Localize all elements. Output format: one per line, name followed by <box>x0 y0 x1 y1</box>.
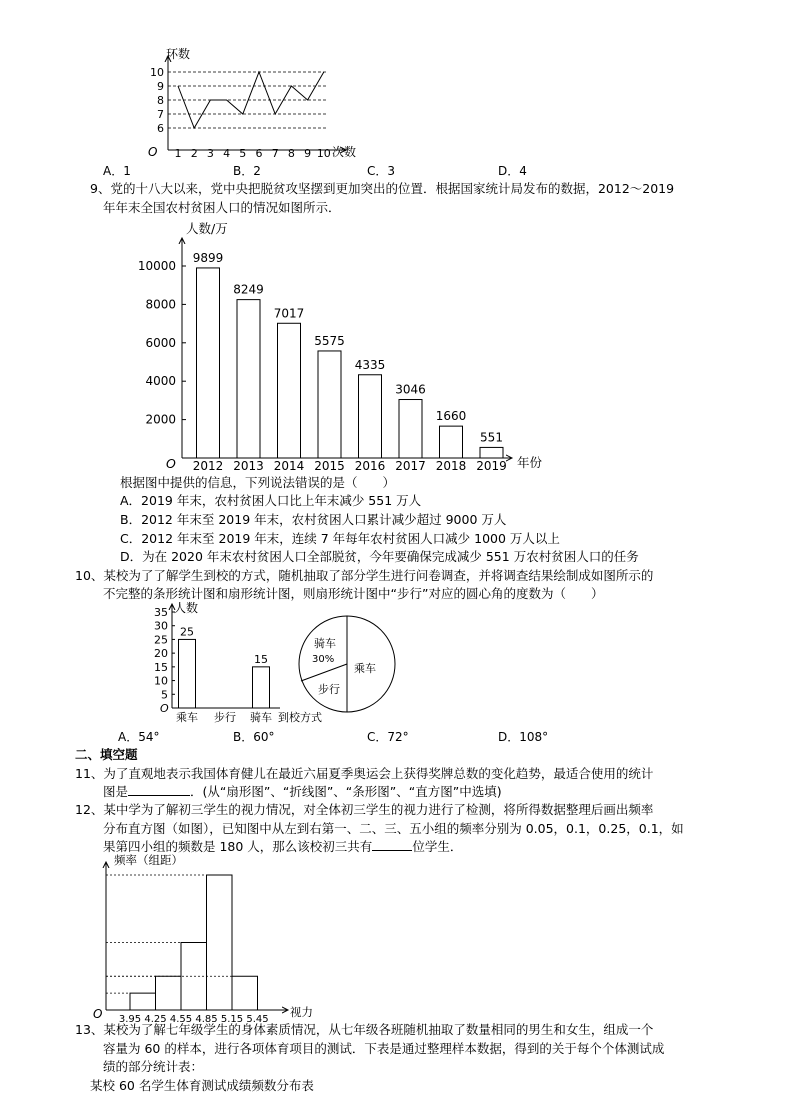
y-tick-6000: 6000 <box>145 335 176 350</box>
q8-option-a[interactable]: A．1 <box>103 164 131 178</box>
x-tick-步行: 步行 <box>214 711 236 724</box>
bar-value-2015: 5575 <box>314 333 345 348</box>
q12-line3-prefix: 果第四小组的频数是 180 人，那么该校初三共有 <box>103 839 373 854</box>
bar-value-骑车: 15 <box>254 652 268 666</box>
x-tick-6: 6 <box>255 147 263 160</box>
q13-line1: 13、某校为了解七年级学生的身体素质情况，从七年级各班随机抽取了数量相同的男生和女生，组成一个 <box>75 1022 654 1037</box>
y-tick-30: 30 <box>154 619 168 633</box>
q9-stem-line1: 9、党的十八大以来，党中央把脱贫攻坚摆到更加突出的位置．根据国家统计局发布的数据，2012～2019 <box>90 181 675 196</box>
y-tick-10000: 10000 <box>137 259 176 273</box>
pie-label-bus: 乘车 <box>354 662 376 675</box>
y-tick-20: 20 <box>154 647 168 661</box>
q13-table-title: 某校 60 名学生体育测试成绩频数分布表 <box>90 1078 314 1093</box>
bar-value-2018: 1660 <box>435 409 467 424</box>
x-tick-1: 1 <box>174 147 182 160</box>
q10-option-a[interactable]: A．54° <box>118 730 160 744</box>
y-tick-35: 35 <box>154 606 168 619</box>
y-tick-2000: 2000 <box>145 412 176 427</box>
origin-label: O <box>93 1007 103 1021</box>
q10-option-d[interactable]: D．108° <box>498 730 549 744</box>
x-tick-2013: 2013 <box>233 459 264 473</box>
x-tick-5.15: 5.15 <box>220 1014 244 1025</box>
origin-label: O <box>166 456 176 471</box>
histogram-bar-5 <box>232 976 258 1010</box>
origin-label: O <box>160 702 169 715</box>
y-tick-15: 15 <box>154 660 168 674</box>
x-tick-2: 2 <box>190 147 198 160</box>
x-tick-10: 10 <box>316 147 331 160</box>
q11-line2-prefix: 图是 <box>103 784 129 799</box>
y-axis-label: 环数 <box>166 47 191 61</box>
bar-value-2019: 551 <box>480 430 503 445</box>
bar-value-乘车: 25 <box>180 625 194 639</box>
y-tick-5: 5 <box>161 688 168 702</box>
q12-line3-suffix: 位学生． <box>412 839 463 854</box>
q9-option-d[interactable]: D．为在 2020 年末农村贫困人口全部脱贫，今年要确保完成减少 551 万农村贫困人口的任务 <box>120 549 639 564</box>
q9-option-a[interactable]: A．2019 年末，农村贫困人口比上年末减少 551 万人 <box>120 493 422 508</box>
q12-line1: 12、某中学为了解初三学生的视力情况，对全体初三学生的视力进行了检测，将所得数据整理后画出频率 <box>75 802 654 817</box>
y-tick-6: 6 <box>157 122 164 135</box>
x-tick-5.45: 5.45 <box>246 1014 269 1025</box>
q9-question: 根据图中提供的信息，下列说法错误的是（ ） <box>120 475 396 490</box>
x-tick-4.55: 4.55 <box>169 1014 193 1025</box>
x-tick-乘车: 乘车 <box>176 711 198 724</box>
x-tick-3.95: 3.95 <box>118 1014 142 1025</box>
bar-value-2013: 8249 <box>233 282 264 297</box>
pie-label-walk: 步行 <box>318 683 340 696</box>
x-tick-4.25: 4.25 <box>144 1014 167 1025</box>
q13-line3: 绩的部分统计表： <box>103 1059 204 1074</box>
x-tick-5: 5 <box>239 147 247 160</box>
histogram-bar-2 <box>156 976 182 1010</box>
x-tick-2016: 2016 <box>354 459 386 473</box>
x-tick-8: 8 <box>287 147 295 160</box>
q13-line2: 容量为 60 的样本，进行各项体育项目的测试．下表是通过整理样本数据，得到的关于每个个体测试成 <box>103 1041 665 1056</box>
q11-line2-suffix: ．(从“扇形图”、“折线图”、“条形图”、“直方图”中选填) <box>190 784 502 799</box>
y-axis-label: 人数 <box>174 601 199 615</box>
y-tick-8000: 8000 <box>145 297 176 312</box>
y-tick-10: 10 <box>154 674 168 688</box>
histogram-bar-1 <box>130 993 156 1010</box>
x-axis-label: 年份 <box>517 455 543 470</box>
x-axis-label: 次数 <box>332 145 357 159</box>
x-tick-2019: 2019 <box>476 459 507 473</box>
origin-label: O <box>148 145 158 159</box>
x-tick-2017: 2017 <box>395 459 426 473</box>
y-tick-9: 9 <box>157 80 164 93</box>
q11-line1: 11、为了直观地表示我国体育健儿在最近六届夏季奥运会上获得奖牌总数的变化趋势，最适合使用的统计 <box>75 766 654 781</box>
y-tick-25: 25 <box>154 633 168 647</box>
y-axis-label: 人数/万 <box>186 221 228 236</box>
bar-value-2012: 9899 <box>192 250 224 265</box>
x-tick-2014: 2014 <box>273 459 305 473</box>
x-tick-4.85: 4.85 <box>195 1014 218 1025</box>
y-tick-4000: 4000 <box>145 374 176 389</box>
section-heading: 二、填空题 <box>75 747 138 762</box>
y-axis-label: 频率（组距） <box>114 853 183 867</box>
q8-option-b[interactable]: B．2 <box>233 164 261 178</box>
x-tick-7: 7 <box>271 147 279 160</box>
y-tick-8: 8 <box>157 94 164 107</box>
x-tick-2012: 2012 <box>192 459 224 473</box>
q9-option-b[interactable]: B．2012 年末至 2019 年末，农村贫困人口累计减少超过 9000 万人 <box>120 512 507 527</box>
q8-option-c[interactable]: C．3 <box>367 164 396 178</box>
q10-stem-line1: 10、某校为了了解学生到校的方式，随机抽取了部分学生进行问卷调查，并将调查结果绘制成如图所示的 <box>75 568 654 583</box>
histogram-bar-4 <box>207 875 233 1010</box>
x-tick-9: 9 <box>304 147 312 160</box>
y-tick-10: 10 <box>150 66 164 79</box>
x-axis-label: 视力 <box>290 1005 313 1019</box>
q10-stem-line2: 不完整的条形统计图和扇形统计图，则扇形统计图中“步行”对应的圆心角的度数为（ ） <box>103 586 604 601</box>
x-tick-2018: 2018 <box>435 459 467 473</box>
q12-line2: 分布直方图（如图），已知图中从左到右第一、二、三、五小组的频率分别为 0.05，0.1，0.25，0.1，如 <box>103 821 684 836</box>
q8-option-d[interactable]: D．4 <box>498 164 527 178</box>
pie-label-bike: 骑车 <box>314 637 336 650</box>
q9-option-c[interactable]: C．2012 年末至 2019 年末，连续 7 年每年农村贫困人口减少 1000 万人以上 <box>120 531 560 546</box>
bar-value-2014: 7017 <box>273 306 305 321</box>
bar-value-2016: 4335 <box>354 357 386 372</box>
x-tick-2015: 2015 <box>314 459 345 473</box>
q10-option-b[interactable]: B．60° <box>233 730 275 744</box>
x-tick-4: 4 <box>223 147 231 160</box>
q9-stem-line2: 年年末全国农村贫困人口的情况如图所示． <box>103 200 341 215</box>
x-axis-label: 到校方式 <box>278 711 322 724</box>
q10-option-c[interactable]: C．72° <box>367 730 409 744</box>
y-tick-7: 7 <box>157 108 164 121</box>
x-tick-3: 3 <box>206 147 214 160</box>
bar-value-2017: 3046 <box>395 382 426 397</box>
pie-label-bike-pct: 30% <box>312 654 335 665</box>
x-tick-骑车: 骑车 <box>250 711 272 724</box>
